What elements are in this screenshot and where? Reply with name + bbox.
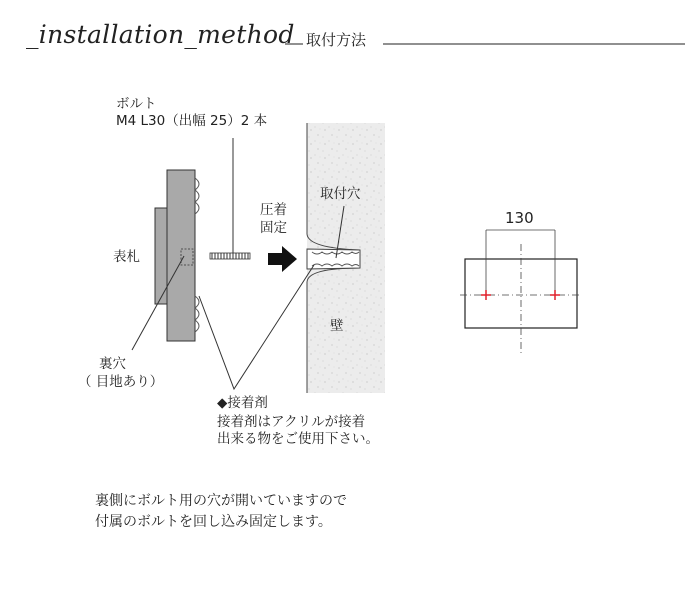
nameplate — [155, 170, 199, 341]
install-note-2: 付属のボルトを回し込み固定します。 — [95, 514, 332, 530]
hole-mark-left — [481, 290, 491, 300]
back-hole-label-1: 裏穴 — [99, 356, 126, 372]
page-subtitle: 取付方法 — [306, 31, 367, 49]
leader-adhesive — [199, 265, 314, 389]
page-title: _installation_method — [26, 20, 295, 49]
bolt — [210, 138, 250, 259]
press-fix-label-2: 固定 — [260, 220, 287, 236]
press-arrow — [268, 246, 297, 272]
nameplate-label: 表札 — [113, 249, 140, 265]
hole-layout-drawing — [460, 230, 582, 355]
wall-label: 壁 — [330, 318, 344, 334]
hole-mark-right — [550, 290, 560, 300]
bolt-name-label: ボルト — [116, 96, 157, 112]
adhesive-note-1: 接着剤はアクリルが接着 — [217, 414, 366, 430]
bolt-spec-label: M4 L30（出幅 25）2 本 — [116, 113, 268, 129]
mount-hole-label: 取付穴 — [320, 186, 361, 202]
press-fix-label-1: 圧着 — [260, 202, 287, 218]
adhesive-title: ◆接着剤 — [217, 395, 268, 411]
adhesive-blobs — [195, 178, 199, 332]
adhesive-note-2: 出来る物をご使用下さい。 — [217, 431, 379, 447]
back-hole-label-2: （ 目地あり） — [78, 374, 164, 390]
dimension-label: 130 — [505, 209, 534, 227]
wall — [307, 123, 385, 393]
install-note-1: 裏側にボルト用の穴が開いていますので — [95, 493, 347, 509]
